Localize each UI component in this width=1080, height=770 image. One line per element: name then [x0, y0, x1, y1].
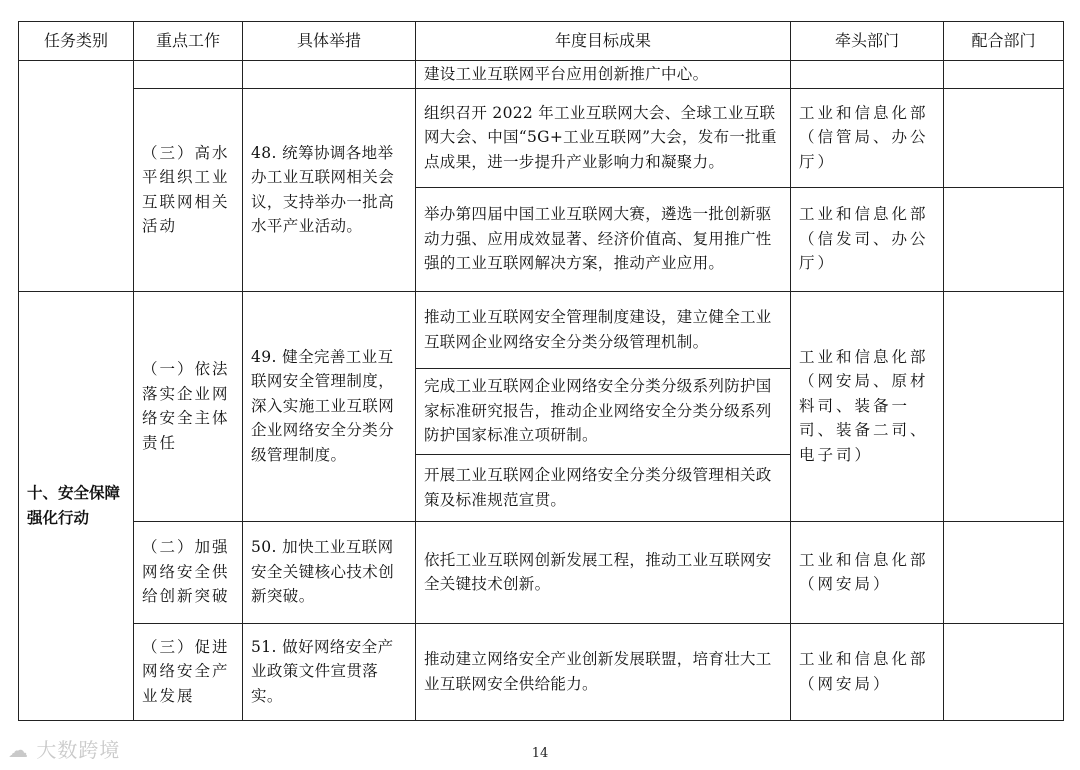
- goal-cell: 建设工业互联网平台应用创新推广中心。: [416, 61, 791, 89]
- watermark-cloud-icon: ☁: [8, 738, 29, 762]
- measure-cell: 50. 加快工业互联网安全关键核心技术创新突破。: [243, 521, 416, 623]
- watermark-text: 大数跨境: [36, 738, 121, 762]
- lead-cell-empty: [791, 61, 944, 89]
- goal-cell: 举办第四届中国工业互联网大赛，遴选一批创新驱动力强、应用成效显著、经济价值高、复用推广性强的工业互联网解决方案，推动产业应用。: [416, 187, 791, 291]
- goal-cell: 依托工业互联网创新发展工程，推动工业互联网安全关键技术创新。: [416, 521, 791, 623]
- page-number: 14: [531, 746, 549, 761]
- goal-cell: 推动建立网络安全产业创新发展联盟，培育壮大工业互联网安全供给能力。: [416, 623, 791, 720]
- table-row: [19, 623, 1064, 720]
- category-cell-empty: [19, 61, 134, 292]
- lead-cell: 工业和信息化部（网安局）: [791, 623, 944, 720]
- focus-cell: （三）高水平组织工业互联网相关活动: [134, 88, 243, 291]
- coop-cell: [944, 521, 1064, 623]
- table-row: [19, 521, 1064, 623]
- table-row: [19, 88, 1064, 187]
- lead-cell: 工业和信息化部（网安局）: [791, 521, 944, 623]
- lead-cell: 工业和信息化部（信管局、办公厅）: [791, 88, 944, 187]
- coop-cell: [944, 623, 1064, 720]
- header-annual-goals: 年度目标成果: [416, 22, 791, 61]
- table-row: [19, 291, 1064, 368]
- category-cell: 十、安全保障强化行动: [19, 291, 134, 720]
- lead-cell: 工业和信息化部（信发司、办公厅）: [791, 187, 944, 291]
- goal-cell: 完成工业互联网企业网络安全分类分级系列防护国家标准研究报告，推动企业网络安全分类分级系列防护国家标准立项研制。: [416, 368, 791, 454]
- goal-cell: 推动工业互联网安全管理制度建设，建立健全工业互联网企业网络安全分类分级管理机制。: [416, 291, 791, 368]
- goal-cell: 组织召开 2022 年工业互联网大会、全球工业互联网大会、中国“5G+工业互联网”大会，发布一批重点成果，进一步提升产业影响力和凝聚力。: [416, 88, 791, 187]
- header-task-category: 任务类别: [19, 22, 134, 61]
- coop-cell: [944, 291, 1064, 521]
- work-plan-table: [18, 21, 1064, 721]
- header-cooperating-department: 配合部门: [944, 22, 1064, 61]
- focus-cell: （二）加强网络安全供给创新突破: [134, 521, 243, 623]
- lead-cell: 工业和信息化部（网安局、原材料司、装备一司、装备二司、电子司）: [791, 291, 944, 521]
- measure-cell-empty: [243, 61, 416, 89]
- focus-cell: （三）促进网络安全产业发展: [134, 623, 243, 720]
- table-row: [19, 61, 1064, 89]
- header-specific-measures: 具体举措: [243, 22, 416, 61]
- goal-cell: 开展工业互联网企业网络安全分类分级管理相关政策及标准规范宣贯。: [416, 454, 791, 521]
- measure-cell: 51. 做好网络安全产业政策文件宣贯落实。: [243, 623, 416, 720]
- table-header-row: [19, 22, 1064, 61]
- focus-cell: （一）依法落实企业网络安全主体责任: [134, 291, 243, 521]
- coop-cell: [944, 61, 1064, 89]
- header-lead-department: 牵头部门: [791, 22, 944, 61]
- coop-cell: [944, 88, 1064, 187]
- focus-cell-empty: [134, 61, 243, 89]
- header-key-work: 重点工作: [134, 22, 243, 61]
- coop-cell: [944, 187, 1064, 291]
- measure-cell: 48. 统筹协调各地举办工业互联网相关会议，支持举办一批高水平产业活动。: [243, 88, 416, 291]
- measure-cell: 49. 健全完善工业互联网安全管理制度，深入实施工业互联网企业网络安全分类分级管理制度。: [243, 291, 416, 521]
